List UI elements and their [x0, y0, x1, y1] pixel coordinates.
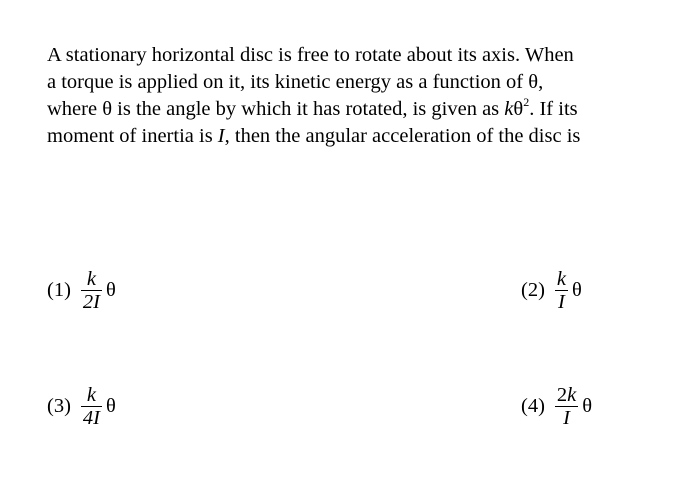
denominator: 2I [82, 291, 100, 313]
option-suffix: θ [572, 279, 582, 301]
question-line-4 [47, 123, 637, 150]
option-number: (2) [521, 279, 545, 301]
denominator: I [558, 291, 565, 313]
question-line-4-pre: moment of inertia is [47, 125, 218, 147]
theta-symbol: θ [513, 98, 524, 120]
option-1[interactable] [47, 268, 116, 313]
numerator: k [86, 384, 96, 406]
denominator: 4I [82, 407, 100, 429]
fraction [81, 268, 102, 313]
option-suffix: θ [105, 395, 116, 417]
question-line-3-post: . If its [529, 98, 578, 120]
fraction [555, 384, 578, 429]
exponent: 2 [523, 95, 530, 110]
numerator: 2k [556, 384, 577, 406]
option-number: (3) [47, 395, 71, 417]
fraction [81, 384, 102, 429]
option-4[interactable] [521, 384, 592, 429]
option-suffix: θ [582, 395, 593, 417]
option-2[interactable] [521, 268, 582, 313]
question-line-4-post: , then the angular acceleration of the disc is [224, 125, 581, 147]
option-number: (1) [47, 279, 71, 301]
option-suffix: θ [105, 279, 116, 301]
denominator: I [563, 407, 570, 429]
question-line-3 [47, 96, 637, 123]
question-line-3-pre: where θ is the angle by which it has rotated, is given as [47, 98, 505, 120]
numerator: k [556, 268, 567, 290]
option-number: (4) [521, 395, 545, 417]
question-line-1: A stationary horizontal disc is free to rotate about its axis. When [47, 44, 574, 66]
moment-of-inertia-symbol: I [217, 125, 225, 147]
question-text [47, 42, 637, 150]
constant-k: k [504, 98, 514, 120]
option-3[interactable] [47, 384, 116, 429]
numerator: k [86, 268, 96, 290]
fraction [555, 268, 568, 313]
question-line-2: a torque is applied on it, its kinetic energy as a function of θ, [47, 71, 544, 93]
